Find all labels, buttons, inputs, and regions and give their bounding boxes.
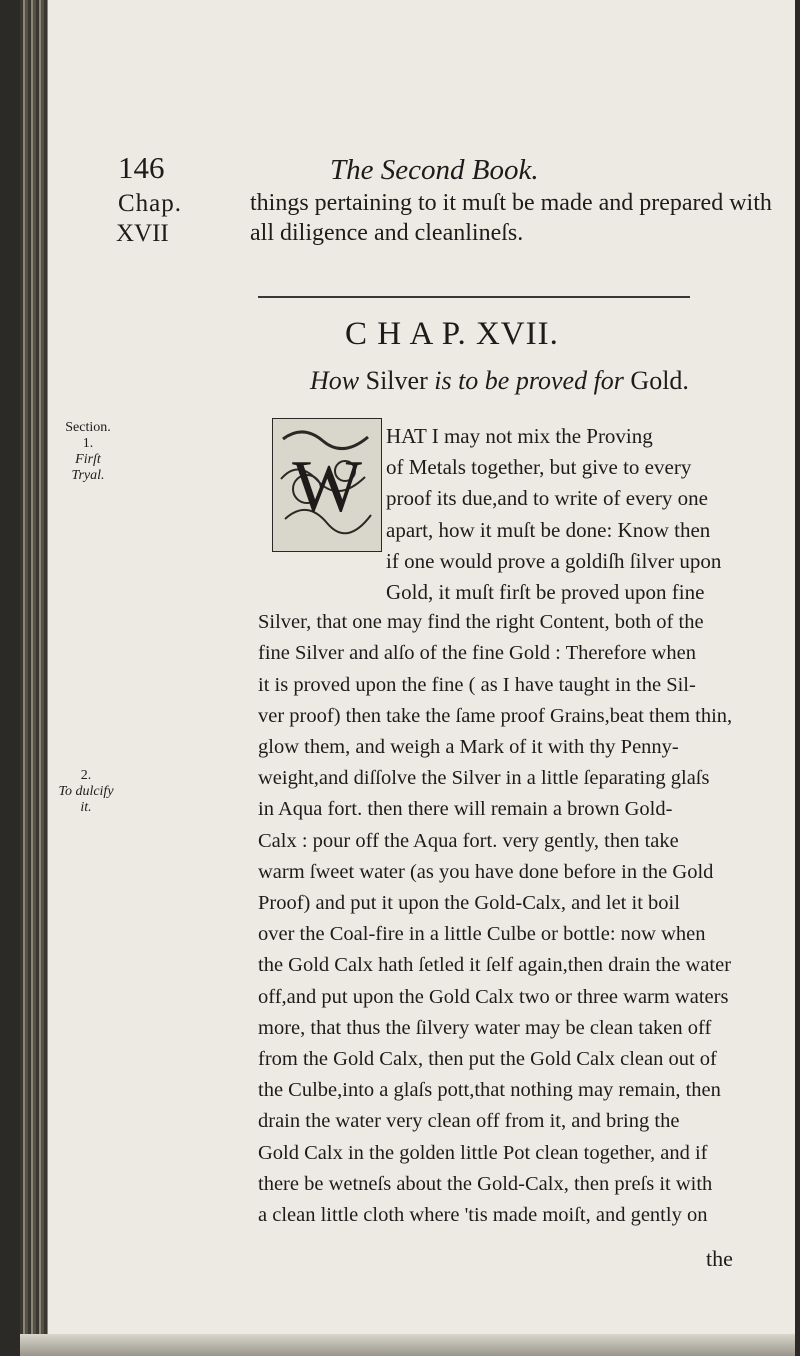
subtitle-italic: is to be proved for xyxy=(434,366,624,395)
body-line: Silver, that one may find the right Content, both of the xyxy=(258,611,704,634)
book-page xyxy=(20,0,795,1356)
body-line: Gold, it muſt firſt be proved upon fine xyxy=(386,580,705,604)
page-bottom-edge xyxy=(20,1334,795,1356)
body-line: if one would prove a goldiſh ſilver upon xyxy=(386,548,722,573)
body-line: Proof) and put it upon the Gold-Calx, and let it boil xyxy=(258,892,680,914)
running-head: The Second Book. xyxy=(330,154,539,186)
body-line: of Metals together, but give to every xyxy=(386,455,692,480)
carryover-line-1: things pertaining to it muſt be made and prepared with xyxy=(250,190,772,216)
body-line: the Gold Calx hath ſetled it ſelf again,then drain the water xyxy=(258,954,732,977)
body-line: there be wetneſs about the Gold-Calx, then preſs it with xyxy=(258,1172,713,1195)
margin-note-dulcify xyxy=(56,768,116,816)
body-line: in Aqua fort. then there will remain a brown Gold- xyxy=(258,798,673,821)
chapter-margin-number: XVII xyxy=(116,220,169,247)
body-line: proof its due,and to write of every one xyxy=(386,486,708,511)
body-line: more, that thus the ſilvery water may be clean taken off xyxy=(258,1016,712,1039)
body-line: drain the water very clean off from it, and bring the xyxy=(258,1110,680,1133)
carryover-line-2: all diligence and cleanlineſs. xyxy=(250,220,524,246)
body-line: the Culbe,into a glaſs pott,that nothing may remain, then xyxy=(258,1079,721,1102)
body-line: glow them, and weigh a Mark of it with thy Penny- xyxy=(258,736,679,758)
body-line: it is proved upon the fine ( as I have taught in the Sil- xyxy=(258,673,696,696)
body-line: Gold Calx in the golden little Pot clean together, and if xyxy=(258,1141,708,1164)
chapter-subtitle xyxy=(310,366,689,396)
margin-note2-number: 2. xyxy=(80,768,92,783)
subtitle-how: How xyxy=(310,366,360,395)
margin-note-section xyxy=(58,420,118,484)
chapter-margin-label: Chap. xyxy=(118,190,183,217)
subtitle-silver: Silver xyxy=(359,366,435,395)
margin-note2-text: To dulcify it. xyxy=(58,784,114,815)
margin-section-label: Section. xyxy=(65,420,111,435)
body-line: Calx : pour off the Aqua fort. very gently, then take xyxy=(258,829,679,852)
body-line: over the Coal-fire in a little Culbe or bottle: now when xyxy=(258,923,706,946)
page-number: 146 xyxy=(118,150,165,185)
ornament-initial-icon xyxy=(273,419,381,551)
decorated-initial xyxy=(272,418,382,552)
body-line: off,and put upon the Gold Calx two or three warm waters xyxy=(258,985,729,1008)
body-line: warm ſweet water (as you have done before in the Gold xyxy=(258,860,714,883)
body-line: HAT I may not mix the Proving xyxy=(386,424,653,448)
body-line: a clean little cloth where 'tis made moiſt, and gently on xyxy=(258,1204,708,1226)
body-line: fine Silver and alſo of the fine Gold : Therefore when xyxy=(258,642,696,665)
section-divider xyxy=(258,296,690,298)
subtitle-gold: Gold. xyxy=(623,366,689,395)
catchword: the xyxy=(706,1246,733,1271)
margin-section-text: Firſt Tryal. xyxy=(71,452,105,483)
body-line: ver proof) then take the ſame proof Grains,beat them thin, xyxy=(258,704,733,727)
chapter-title: C H A P. XVII. xyxy=(345,316,559,352)
page-edge-binding xyxy=(20,0,48,1356)
initial-letter: W xyxy=(292,446,362,528)
body-line: from the Gold Calx, then put the Gold Calx clean out of xyxy=(258,1048,717,1070)
body-line: weight,and diſſolve the Silver in a little ſeparating glaſs xyxy=(258,767,710,790)
margin-section-number: 1. xyxy=(82,436,94,451)
body-line: apart, how it muſt be done: Know then xyxy=(386,517,711,542)
